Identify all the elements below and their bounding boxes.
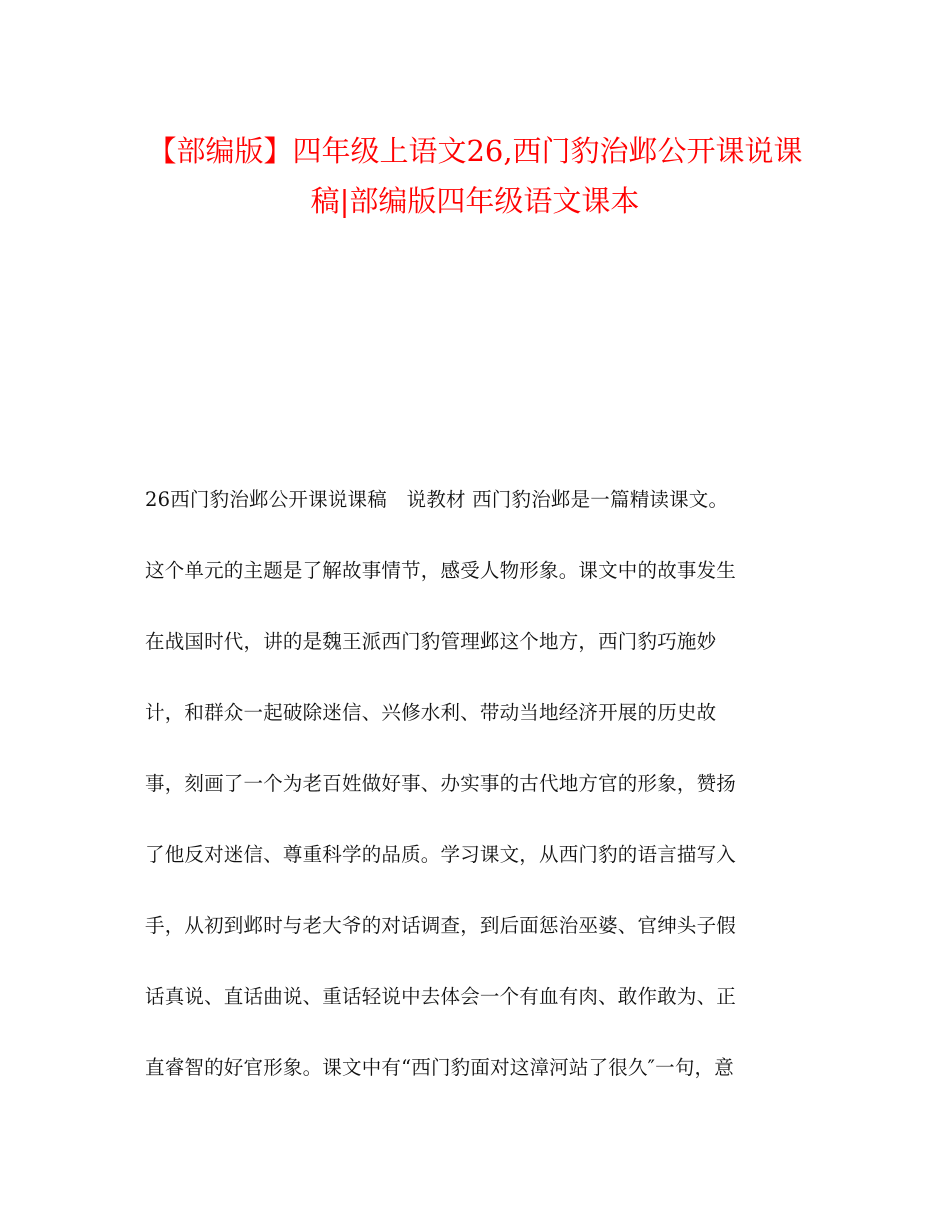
body-line: 直睿智的好官形象。课文中有“西门豹面对这漳河站了很久″一句，意 [145, 1056, 734, 1079]
body-line: 了他反对迷信、尊重科学的品质。学习课文，从西门豹的语言描写入 [145, 843, 737, 866]
document-body [145, 480, 820, 1119]
body-line: 这个单元的主题是了解故事情节，感受人物形象。课文中的故事发生 [145, 559, 737, 582]
body-line: 事，刻画了一个为老百姓做好事、办实事的古代地方官的形象，赞扬 [145, 772, 737, 795]
body-line: 在战国时代，讲的是魏王派西门豹管理邺这个地方，西门豹巧施妙 [145, 630, 717, 653]
title-line-1: 【部编版】四年级上语文26,西门豹治邺公开课说课 [147, 134, 803, 168]
title-line-2: 稿|部编版四年级语文课本 [310, 184, 640, 218]
body-line: 计，和群众一起破除迷信、兴修水利、带动当地经济开展的历史故 [145, 701, 717, 724]
body-line: 26西门豹治邺公开课说课稿 说教材 西门豹治邺是一篇精读课文。 [145, 488, 729, 511]
body-line: 手，从初到邺时与老大爷的对话调查，到后面惩治巫婆、官绅头子假 [145, 914, 737, 937]
document-title [120, 126, 830, 226]
body-line: 话真说、直话曲说、重话轻说中去体会一个有血有肉、敢作敢为、正 [145, 985, 737, 1008]
